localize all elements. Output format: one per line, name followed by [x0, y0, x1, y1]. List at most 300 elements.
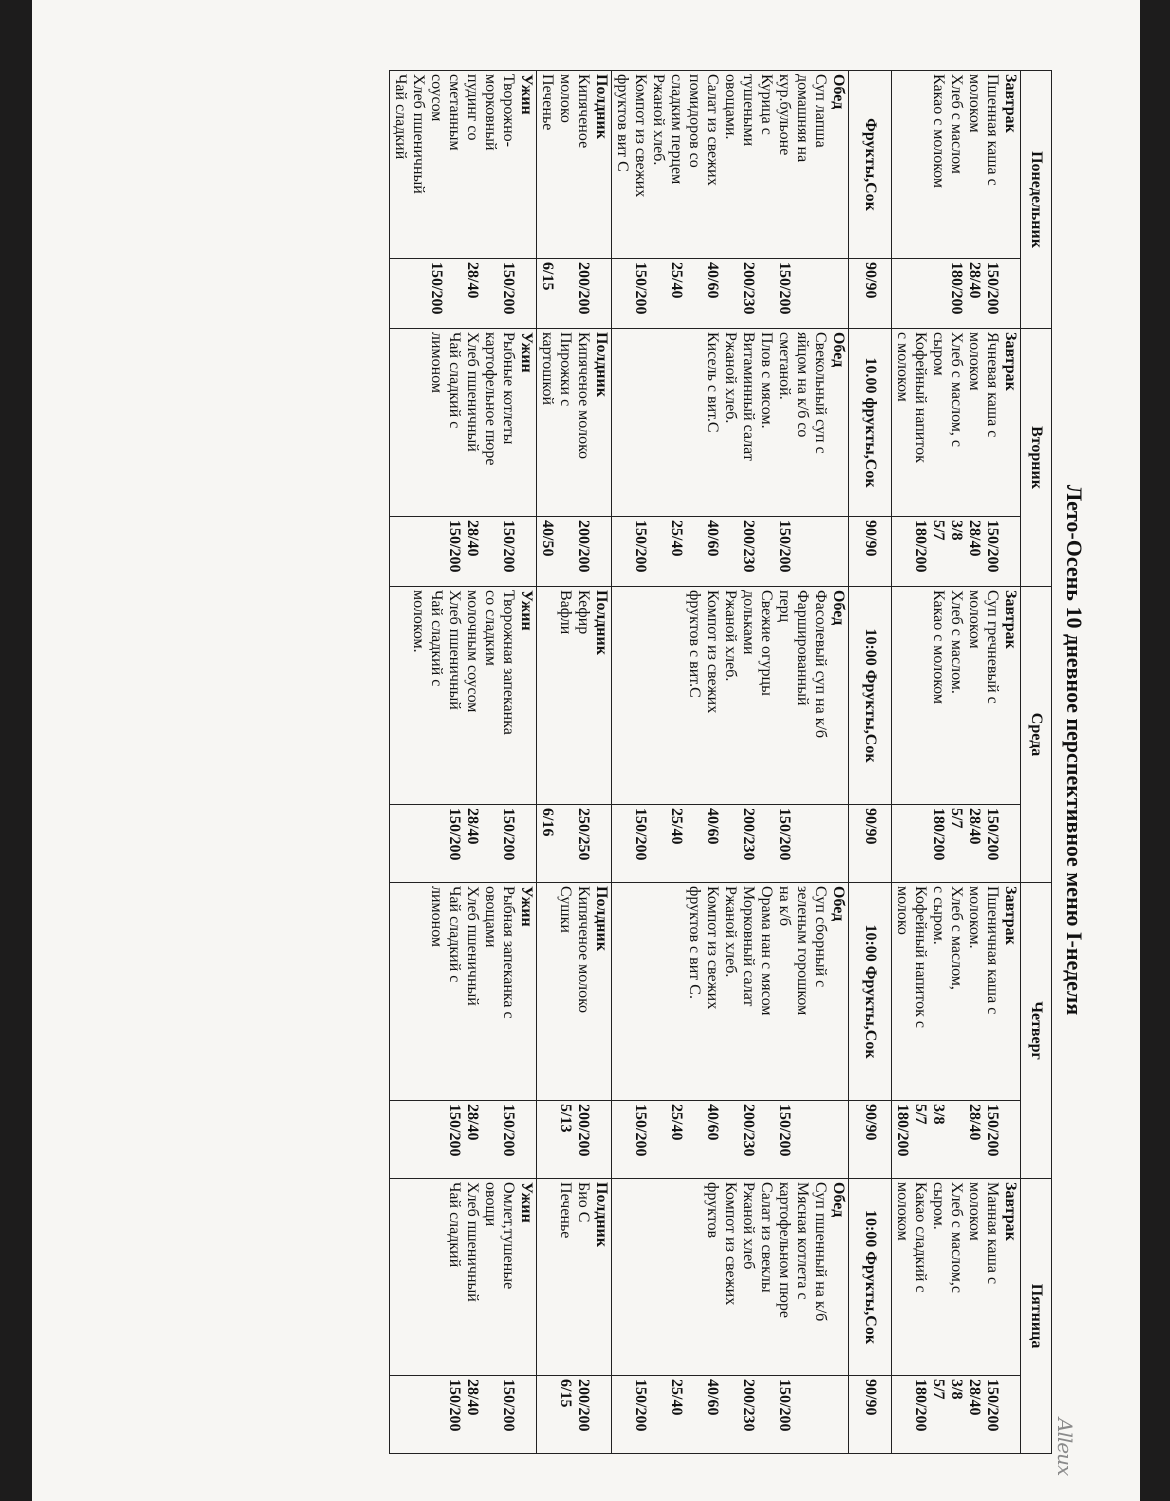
lunch-heading: Обед: [830, 1182, 847, 1218]
dinner-dishes-cell: [390, 329, 537, 517]
dinner-portions-cell: [390, 1376, 537, 1454]
breakfast-portions-cell: [892, 1376, 1021, 1454]
lunch-portions-cell: [612, 1376, 849, 1454]
portion-value: [811, 1104, 829, 1175]
dish-line: молоком: [966, 332, 983, 391]
portion-value: 200/230: [740, 520, 757, 573]
snack-portion: 90/90: [849, 517, 892, 587]
portion-value: 200/230: [740, 262, 757, 315]
dish-line: Кисель с вит.С: [704, 332, 721, 433]
dish-line: молоком: [966, 74, 983, 133]
portion-value: 28/40: [464, 808, 481, 845]
dish-line: сметаной.: [776, 332, 793, 400]
breakfast-dishes-cell: [892, 329, 1021, 517]
dish-line: Хлеб пшеничный: [464, 332, 481, 452]
spacer: [829, 1379, 847, 1450]
dish-line: на к/б: [776, 886, 793, 927]
dish-line: Чай сладкий с: [446, 886, 463, 983]
portion-value: [409, 808, 427, 879]
portion-value: 200/230: [740, 1104, 757, 1157]
lunch-portions-cell: [612, 517, 849, 587]
dish-line: Хлеб пшеничный: [446, 590, 463, 710]
lunch-dishes-cell: [612, 883, 849, 1101]
portion-value: 3/8: [948, 1379, 965, 1400]
lunch-dishes-cell: [612, 71, 849, 259]
afternoon-portions-cell: [537, 805, 612, 883]
snack-label: 10:00 Фрукты,Сок: [849, 883, 892, 1101]
dish-line: Чай сладкий с: [428, 590, 445, 687]
breakfast-heading: Завтрак: [1002, 74, 1019, 133]
dish-line: Манная каша с: [984, 1182, 1001, 1285]
portion-value: [811, 808, 829, 879]
portion-value: 150/200: [984, 262, 1001, 315]
portion-value: 28/40: [966, 520, 983, 557]
portion-value: 28/40: [966, 808, 983, 845]
portion-value: 5/13: [557, 1104, 574, 1133]
portion-value: 40/60: [704, 808, 721, 845]
dish-line: овощами: [482, 886, 499, 948]
portion-value: [721, 808, 739, 879]
spacer: [517, 262, 535, 325]
portion-value: 3/8: [930, 1104, 947, 1125]
dish-line: Компот из свежих: [704, 886, 721, 1010]
afternoon-heading: Полдник: [593, 74, 610, 139]
dish-line: [538, 590, 556, 801]
dish-line: молоком.: [966, 886, 983, 949]
afternoon-dishes-cell: [537, 71, 612, 259]
dish-line: картошкой: [539, 332, 556, 406]
portion-value: 150/200: [446, 520, 463, 573]
portion-value: 180/200: [930, 808, 947, 861]
portion-value: [613, 1379, 631, 1450]
dish-line: [649, 886, 667, 1097]
portion-value: 200/200: [575, 262, 592, 315]
dish-line: Фасолевый суп на к/б: [812, 590, 829, 739]
portion-value: [721, 1379, 739, 1450]
dish-line: Суп лапша: [812, 74, 829, 148]
dish-line: Печенье: [539, 74, 556, 131]
dish-line: [667, 886, 685, 1097]
dish-line: соусом: [428, 74, 445, 122]
portion-value: [481, 808, 499, 879]
portion-value: 200/230: [740, 808, 757, 861]
portion-value: 200/200: [575, 1379, 592, 1432]
portion-value: 150/200: [776, 1379, 793, 1432]
spacer: [517, 1379, 535, 1450]
dish-line: Салат из свеклы: [758, 1182, 775, 1293]
dish-line: фруктов с вит.С: [686, 590, 703, 698]
portion-value: [427, 520, 445, 583]
portion-value: [685, 520, 703, 583]
portion-value: [427, 808, 445, 879]
dinner-dishes-cell: [390, 587, 537, 805]
portion-value: 40/60: [704, 262, 721, 299]
portion-value: 150/200: [776, 262, 793, 315]
breakfast-portions-cell: [892, 259, 1021, 329]
dish-line: картофельное пюре: [482, 332, 499, 466]
dish-line: [667, 590, 685, 801]
dish-line: овощами.: [722, 74, 739, 140]
portion-value: 25/40: [668, 1104, 685, 1141]
dish-line: Орама нан с мясом: [758, 886, 775, 1016]
portion-value: [685, 1379, 703, 1450]
dish-line: Ржаной хлеб.: [722, 590, 739, 682]
portion-value: 150/200: [446, 808, 463, 861]
lunch-portions-cell: [612, 1101, 849, 1179]
dish-line: [631, 886, 649, 1097]
dish-line: [649, 332, 667, 513]
dish-line: Творожная запеканка: [500, 590, 517, 735]
portion-value: [757, 1104, 775, 1175]
dish-line: Плов с мясом.: [758, 332, 775, 429]
dish-line: с сыром.: [930, 886, 947, 945]
dish-line: лимоном: [428, 886, 445, 948]
dish-line: Ржаной хлеб: [740, 1182, 757, 1270]
portion-value: [613, 262, 631, 325]
dinner-portions-cell: [390, 517, 537, 587]
dish-line: Чай сладкий: [392, 74, 409, 160]
spacer: [829, 520, 847, 583]
dish-line: Салат из свежих: [704, 74, 721, 186]
snack-label: 10:00 Фрукты,Сок: [849, 587, 892, 805]
dish-line: Омлет,тушеные: [500, 1182, 517, 1290]
portion-value: 25/40: [668, 808, 685, 845]
portion-value: 150/200: [632, 808, 649, 861]
spacer: [1001, 1104, 1019, 1175]
day-header: Понедельник: [1021, 71, 1052, 329]
dinner-dishes-cell: [390, 1179, 537, 1376]
portion-value: 150/200: [500, 262, 517, 315]
portion-value: [613, 808, 631, 879]
dish-line: [538, 886, 556, 1097]
afternoon-portions-cell: [537, 1101, 612, 1179]
scanned-page: [32, 0, 1140, 1501]
afternoon-heading: Полдник: [593, 1182, 610, 1247]
dish-line: сметанным: [446, 74, 463, 151]
dish-line: фруктов с вит С.: [686, 886, 703, 999]
dish-line: молоко: [557, 74, 574, 123]
dinner-heading: Ужин: [518, 74, 535, 115]
breakfast-heading: Завтрак: [1002, 1182, 1019, 1241]
portion-value: [556, 808, 574, 879]
dinner-heading: Ужин: [518, 332, 535, 373]
portion-value: [649, 262, 667, 325]
dish-line: Сушки: [557, 886, 574, 933]
dish-line: [667, 1182, 685, 1372]
day-header: Вторник: [1021, 329, 1052, 587]
snack-portion: 90/90: [849, 1101, 892, 1179]
dish-line: перц: [776, 590, 793, 623]
dish-line: Кефир: [575, 590, 592, 635]
breakfast-portions-cell: [892, 517, 1021, 587]
portion-value: [481, 262, 499, 325]
day-header: Четверг: [1021, 883, 1052, 1179]
dish-line: Кофейный напиток с: [912, 886, 929, 1029]
dinner-portions-cell: [390, 259, 537, 329]
day-header: Пятница: [1021, 1179, 1052, 1454]
portion-value: 150/200: [500, 808, 517, 861]
dish-line: Ржаной хлеб.: [722, 886, 739, 978]
portion-value: 150/200: [984, 520, 1001, 573]
portion-value: [793, 520, 811, 583]
dish-line: Кипяченое молоко: [575, 332, 592, 460]
dish-line: Пшеничная каша с: [984, 886, 1001, 1015]
dish-line: молоком: [966, 1182, 983, 1241]
portion-value: 150/200: [500, 520, 517, 573]
dish-line: Чай сладкий: [446, 1182, 463, 1268]
portion-value: [811, 262, 829, 325]
page-title: Лето-Осень 10 дневное перспективное меню I-неделя: [1062, 484, 1087, 1016]
portion-value: 150/200: [776, 520, 793, 573]
portion-value: [445, 262, 463, 325]
dish-line: Хлеб пшеничный: [464, 1182, 481, 1302]
portion-value: [721, 520, 739, 583]
portion-value: 150/200: [500, 1104, 517, 1157]
dish-line: со сладким: [482, 590, 499, 666]
dish-line: Компот из свежих: [722, 1182, 739, 1306]
afternoon-heading: Полдник: [593, 886, 610, 951]
lunch-dishes-cell: [612, 587, 849, 805]
portion-value: [757, 1379, 775, 1450]
dish-line: Хлеб с маслом.: [948, 590, 965, 694]
dinner-dishes-cell: [390, 883, 537, 1101]
portion-value: 6/16: [539, 808, 556, 837]
portion-value: [757, 808, 775, 879]
dish-line: Био С: [575, 1182, 592, 1223]
afternoon-dishes-cell: [537, 587, 612, 805]
portion-value: 250/250: [575, 808, 592, 861]
portion-value: [793, 1104, 811, 1175]
dish-line: Какао сладкий с: [912, 1182, 929, 1293]
portion-value: 5/7: [930, 1379, 947, 1400]
dish-line: молоком.: [410, 590, 427, 653]
portion-value: 200/230: [740, 1379, 757, 1432]
lunch-portions-cell: [612, 259, 849, 329]
dish-line: зеленым горошком: [794, 886, 811, 1016]
menu-table: [389, 70, 1052, 1454]
breakfast-dishes-cell: [892, 1179, 1021, 1376]
portion-value: 150/200: [984, 1379, 1001, 1432]
dish-line: фруктов вит С: [614, 74, 631, 172]
dish-line: Хлеб с маслом,с: [948, 1182, 965, 1294]
dish-line: Свежие огурцы: [758, 590, 775, 696]
dish-line: овощи: [482, 1182, 499, 1227]
portion-value: 180/200: [912, 1379, 929, 1432]
spacer: [829, 1104, 847, 1175]
portion-value: 28/40: [464, 1104, 481, 1141]
portion-value: 150/200: [428, 262, 445, 315]
dish-line: сладким перцем: [668, 74, 685, 185]
portion-value: 150/200: [446, 1104, 463, 1157]
snack-label: 10.00 фрукты,Сок: [849, 329, 892, 517]
dish-line: Суп сборный с: [812, 886, 829, 988]
portion-value: 40/60: [704, 1104, 721, 1141]
rotated-document: [180, 60, 1092, 1440]
dish-line: молочным соусом: [464, 590, 481, 713]
lunch-heading: Обед: [830, 332, 847, 368]
portion-value: 150/200: [776, 808, 793, 861]
dish-line: Кипяченое молоко: [575, 886, 592, 1014]
dish-line: сыром: [930, 332, 947, 376]
spacer: [592, 262, 610, 325]
dish-line: [613, 590, 631, 801]
portion-value: 3/8: [948, 520, 965, 541]
portion-value: 180/200: [912, 520, 929, 573]
portion-value: 150/200: [632, 520, 649, 573]
portion-value: [893, 520, 911, 583]
snack-portion: 90/90: [849, 259, 892, 329]
snack-portion: 90/90: [849, 1376, 892, 1454]
dish-line: Печенье: [557, 1182, 574, 1239]
afternoon-portions-cell: [537, 517, 612, 587]
portion-value: 180/200: [948, 262, 965, 315]
portion-value: [391, 262, 409, 325]
portion-value: [685, 808, 703, 879]
dish-line: [613, 886, 631, 1097]
snack-label: Фрукты,Сок: [849, 71, 892, 259]
spacer: [1001, 808, 1019, 879]
signature-text: Alleux: [1053, 1418, 1077, 1476]
portion-value: [757, 520, 775, 583]
dish-line: сыром.: [930, 1182, 947, 1230]
dish-line: Ржаной хлеб.: [722, 332, 739, 424]
portion-value: [793, 808, 811, 879]
portion-value: 6/15: [557, 1379, 574, 1408]
dish-line: Хлеб пшеничный: [464, 886, 481, 1006]
spacer: [1001, 520, 1019, 583]
dish-line: фруктов: [704, 1182, 721, 1239]
breakfast-dishes-cell: [892, 883, 1021, 1101]
afternoon-portions-cell: [537, 259, 612, 329]
dish-line: [631, 590, 649, 801]
portion-value: 28/40: [966, 262, 983, 299]
portion-value: 6/15: [539, 262, 556, 291]
portion-value: [538, 1379, 556, 1450]
afternoon-dishes-cell: [537, 329, 612, 517]
dish-line: [613, 332, 631, 513]
spacer: [592, 1104, 610, 1175]
lunch-portions-cell: [612, 805, 849, 883]
dish-line: картофельном пюре: [776, 1182, 793, 1318]
dish-line: кур.бульоне: [776, 74, 793, 156]
portion-value: [649, 1104, 667, 1175]
day-header: Среда: [1021, 587, 1052, 883]
dinner-portions-cell: [390, 805, 537, 883]
portion-value: [538, 1104, 556, 1175]
portion-value: 28/40: [966, 1104, 983, 1141]
dish-line: тушеными: [740, 74, 757, 147]
portion-value: [893, 1379, 911, 1450]
lunch-heading: Обед: [830, 590, 847, 626]
portion-value: 180/200: [894, 1104, 911, 1157]
dish-line: Рыбные котлеты: [500, 332, 517, 445]
snack-portion: 90/90: [849, 805, 892, 883]
dinner-heading: Ужин: [518, 1182, 535, 1223]
portion-value: 5/7: [948, 808, 965, 829]
breakfast-heading: Завтрак: [1002, 332, 1019, 391]
dish-line: [631, 1182, 649, 1372]
spacer: [829, 262, 847, 325]
portion-value: 200/200: [575, 1104, 592, 1157]
portion-value: [947, 1104, 965, 1175]
dish-line: молоком: [894, 1182, 911, 1241]
portion-value: [427, 1104, 445, 1175]
dish-line: [685, 1182, 703, 1372]
breakfast-portions-cell: [892, 805, 1021, 883]
dish-line: с молоком: [894, 332, 911, 402]
spacer: [592, 808, 610, 879]
portion-value: [481, 1379, 499, 1450]
portion-value: [685, 1104, 703, 1175]
dinner-heading: Ужин: [518, 886, 535, 927]
portion-value: 25/40: [668, 262, 685, 299]
portion-value: 150/200: [984, 1104, 1001, 1157]
dinner-dishes-cell: [390, 71, 537, 259]
snack-label: 10:00 Фрукты,Сок: [849, 1179, 892, 1376]
spacer: [1001, 1379, 1019, 1450]
dish-line: Свекольный суп с: [812, 332, 829, 454]
portion-value: [793, 262, 811, 325]
lunch-heading: Обед: [830, 74, 847, 110]
dish-line: молоком: [966, 590, 983, 649]
portion-value: 150/200: [632, 262, 649, 315]
breakfast-portions-cell: [892, 1101, 1021, 1179]
portion-value: 28/40: [464, 520, 481, 557]
portion-value: 5/7: [930, 520, 947, 541]
dish-line: Какао с молоком: [930, 590, 947, 704]
dish-line: яйцом на к/б со: [794, 332, 811, 438]
portion-value: 150/200: [632, 1379, 649, 1432]
portion-value: [721, 262, 739, 325]
breakfast-heading: Завтрак: [1002, 886, 1019, 945]
spacer: [829, 808, 847, 879]
portion-value: [556, 520, 574, 583]
portion-value: [649, 520, 667, 583]
dish-line: дольками: [740, 590, 757, 655]
dish-line: Кофейный напиток: [912, 332, 929, 463]
portion-value: 150/200: [776, 1104, 793, 1157]
spacer: [517, 1104, 535, 1175]
portion-value: [757, 262, 775, 325]
portion-value: 150/200: [632, 1104, 649, 1157]
spacer: [517, 520, 535, 583]
spacer: [1001, 262, 1019, 325]
portion-value: [613, 1104, 631, 1175]
breakfast-dishes-cell: [892, 587, 1021, 805]
dish-line: Курица с: [758, 74, 775, 135]
portion-value: 40/50: [539, 520, 556, 557]
portion-value: [811, 1379, 829, 1450]
dish-line: Вафли: [557, 590, 574, 635]
portion-value: 28/40: [464, 262, 481, 299]
portion-value: [929, 262, 947, 325]
portion-value: [793, 1379, 811, 1450]
lunch-dishes-cell: [612, 1179, 849, 1376]
afternoon-dishes-cell: [537, 1179, 612, 1376]
lunch-dishes-cell: [612, 329, 849, 517]
dish-line: [631, 332, 649, 513]
portion-value: [481, 520, 499, 583]
dish-line: Фаршированный: [794, 590, 811, 706]
portion-value: 150/200: [500, 1379, 517, 1432]
dish-line: [649, 1182, 667, 1372]
dish-line: морковный: [482, 74, 499, 151]
spacer: [517, 808, 535, 879]
dish-line: Мясная котлета с: [794, 1182, 811, 1300]
lunch-heading: Обед: [830, 886, 847, 922]
dish-line: Ячневая каша с: [984, 332, 1001, 438]
dish-line: Какао с молоком: [930, 74, 947, 188]
